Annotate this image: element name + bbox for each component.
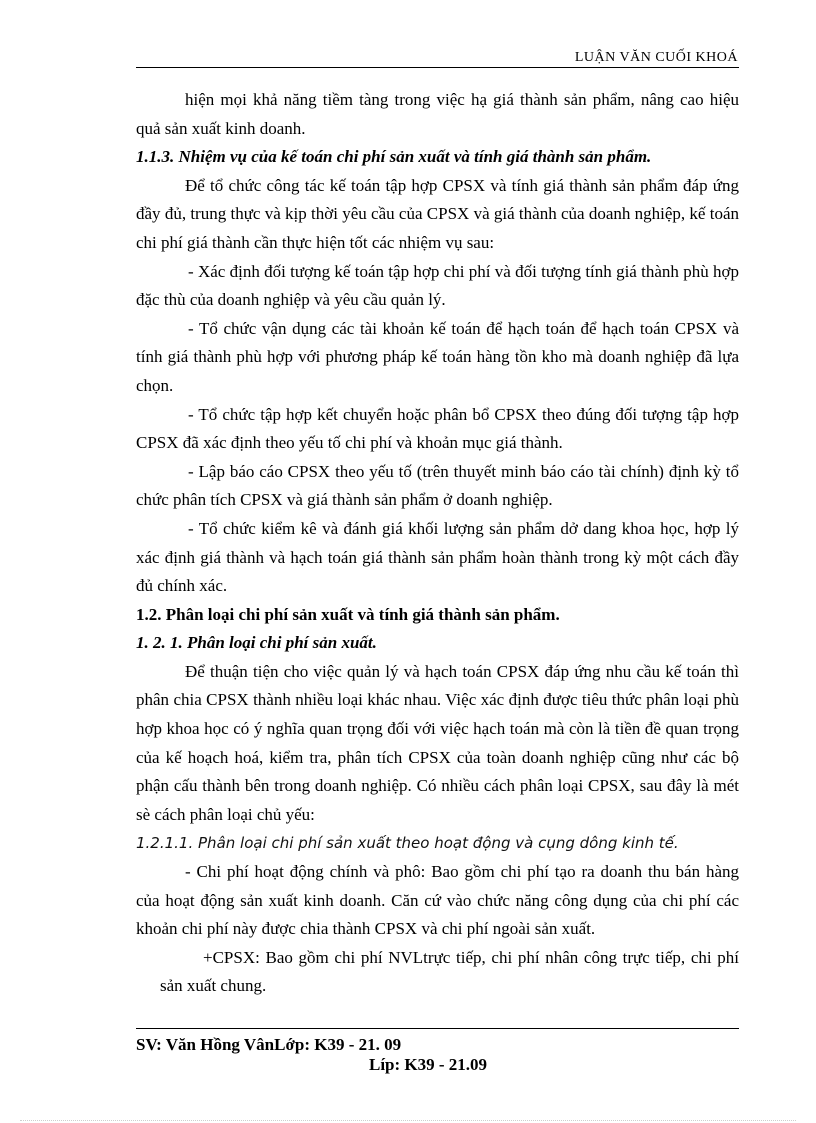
footer-class: Líp: K39 - 21.09 xyxy=(369,1055,488,1074)
page-body xyxy=(136,86,739,1001)
paragraph-classification: Để thuận tiện cho việc quản lý và hạch toán CPSX đáp ứng nhu cầu kế toán thì phân chia CPSX thành nhiều loại khác nhau. Việc xác định được tiêu thức phân loại phù hợp khoa học có ý nghĩa quan trọng đối với việc hạch toán mà còn là tiền đề quan trọng của kế hoạch hoá, kiểm tra, phân tích CPSX của toàn doanh nghiệp cũng như các bộ phận cấu thành bên trong doanh nghiệp. Có nhiều cách phân loại CPSX, sau đây là mét sè cách phân loại chủ yếu: xyxy=(136,661,739,824)
heading-1-1-3: 1.1.3. Nhiệm vụ của kế toán chi phí sản xuất và tính giá thành sản phẩm. xyxy=(136,147,652,167)
footer-divider xyxy=(136,1028,739,1029)
task-item-3: - Tổ chức tập hợp kết chuyển hoặc phân bổ CPSX theo đúng đối tượng tập hợp CPSX đã xác định theo yếu tố chi phí và khoản mục giá thành. xyxy=(136,404,739,453)
paragraph-cpsx: +CPSX: Bao gồm chi phí NVLtrực tiếp, chi phí nhân công trực tiếp, chi phí sản xuất chung. xyxy=(160,947,739,996)
heading-1-2-1: 1. 2. 1. Phân loại chi phí sản xuất. xyxy=(136,633,377,653)
paragraph-intro-cont: hiện mọi khả năng tiềm tàng trong việc hạ giá thành sản phẩm, nâng cao hiệu quả sản xuất kinh doanh. xyxy=(136,90,739,138)
running-header: LUẬN VĂN CUỐI KHOÁ xyxy=(574,50,738,65)
header-divider xyxy=(136,67,739,68)
paragraph-tasks-intro: Để tổ chức công tác kế toán tập hợp CPSX và tính giá thành sản phẩm đáp ứng đầy đủ, trung thực và kịp thời yêu cầu của CPSX và giá thành của doanh nghiệp, kế toán chi phí giá thành cần thực hiện tốt các nhiệm vụ sau: xyxy=(136,175,739,252)
paragraph-main-costs: - Chi phí hoạt động chính và phô: Bao gồm chi phí tạo ra doanh thu bán hàng của hoạt động sản xuất kinh doanh. Căn cứ vào chức năng công dụng của chi phí các khoản chi phí này được chia thành CPSX và chi phí ngoài sản xuất. xyxy=(136,862,739,939)
task-item-4: - Lập báo cáo CPSX theo yếu tố (trên thuyết minh báo cáo tài chính) định kỳ tổ chức phân tích CPSX và giá thành sản phẩm ở doanh nghiệp. xyxy=(136,461,739,510)
task-item-1: - Xác định đối tượng kế toán tập hợp chi phí và đối tượng tính giá thành phù hợp đặc thù của doanh nghiệp và yêu cầu quản lý. xyxy=(136,261,739,310)
footer-student: SV: Văn Hồng VânLớp: K39 - 21. 09 xyxy=(136,1035,402,1054)
task-item-5: - Tổ chức kiểm kê và đánh giá khối lượng sản phẩm dở dang khoa học, hợp lý xác định giá thành và hạch toán giá thành sản phẩm hoàn thành trong kỳ một cách đầy đủ chính xác. xyxy=(136,518,739,596)
page-edge xyxy=(20,1120,796,1121)
heading-1-2-1-1: 1.2.1.1. Phân loại chi phí sản xuất theo hoạt động và cụng dông kinh tế. xyxy=(136,834,679,853)
task-item-2: - Tổ chức vận dụng các tài khoản kế toán để hạch toán để hạch toán CPSX và tính giá thành phù hợp với phương pháp kế toán hàng tồn kho mà doanh nghiệp đã lựa chọn. xyxy=(136,318,739,395)
heading-1-2: 1.2. Phân loại chi phí sản xuất và tính giá thành sản phẩm. xyxy=(136,604,560,624)
